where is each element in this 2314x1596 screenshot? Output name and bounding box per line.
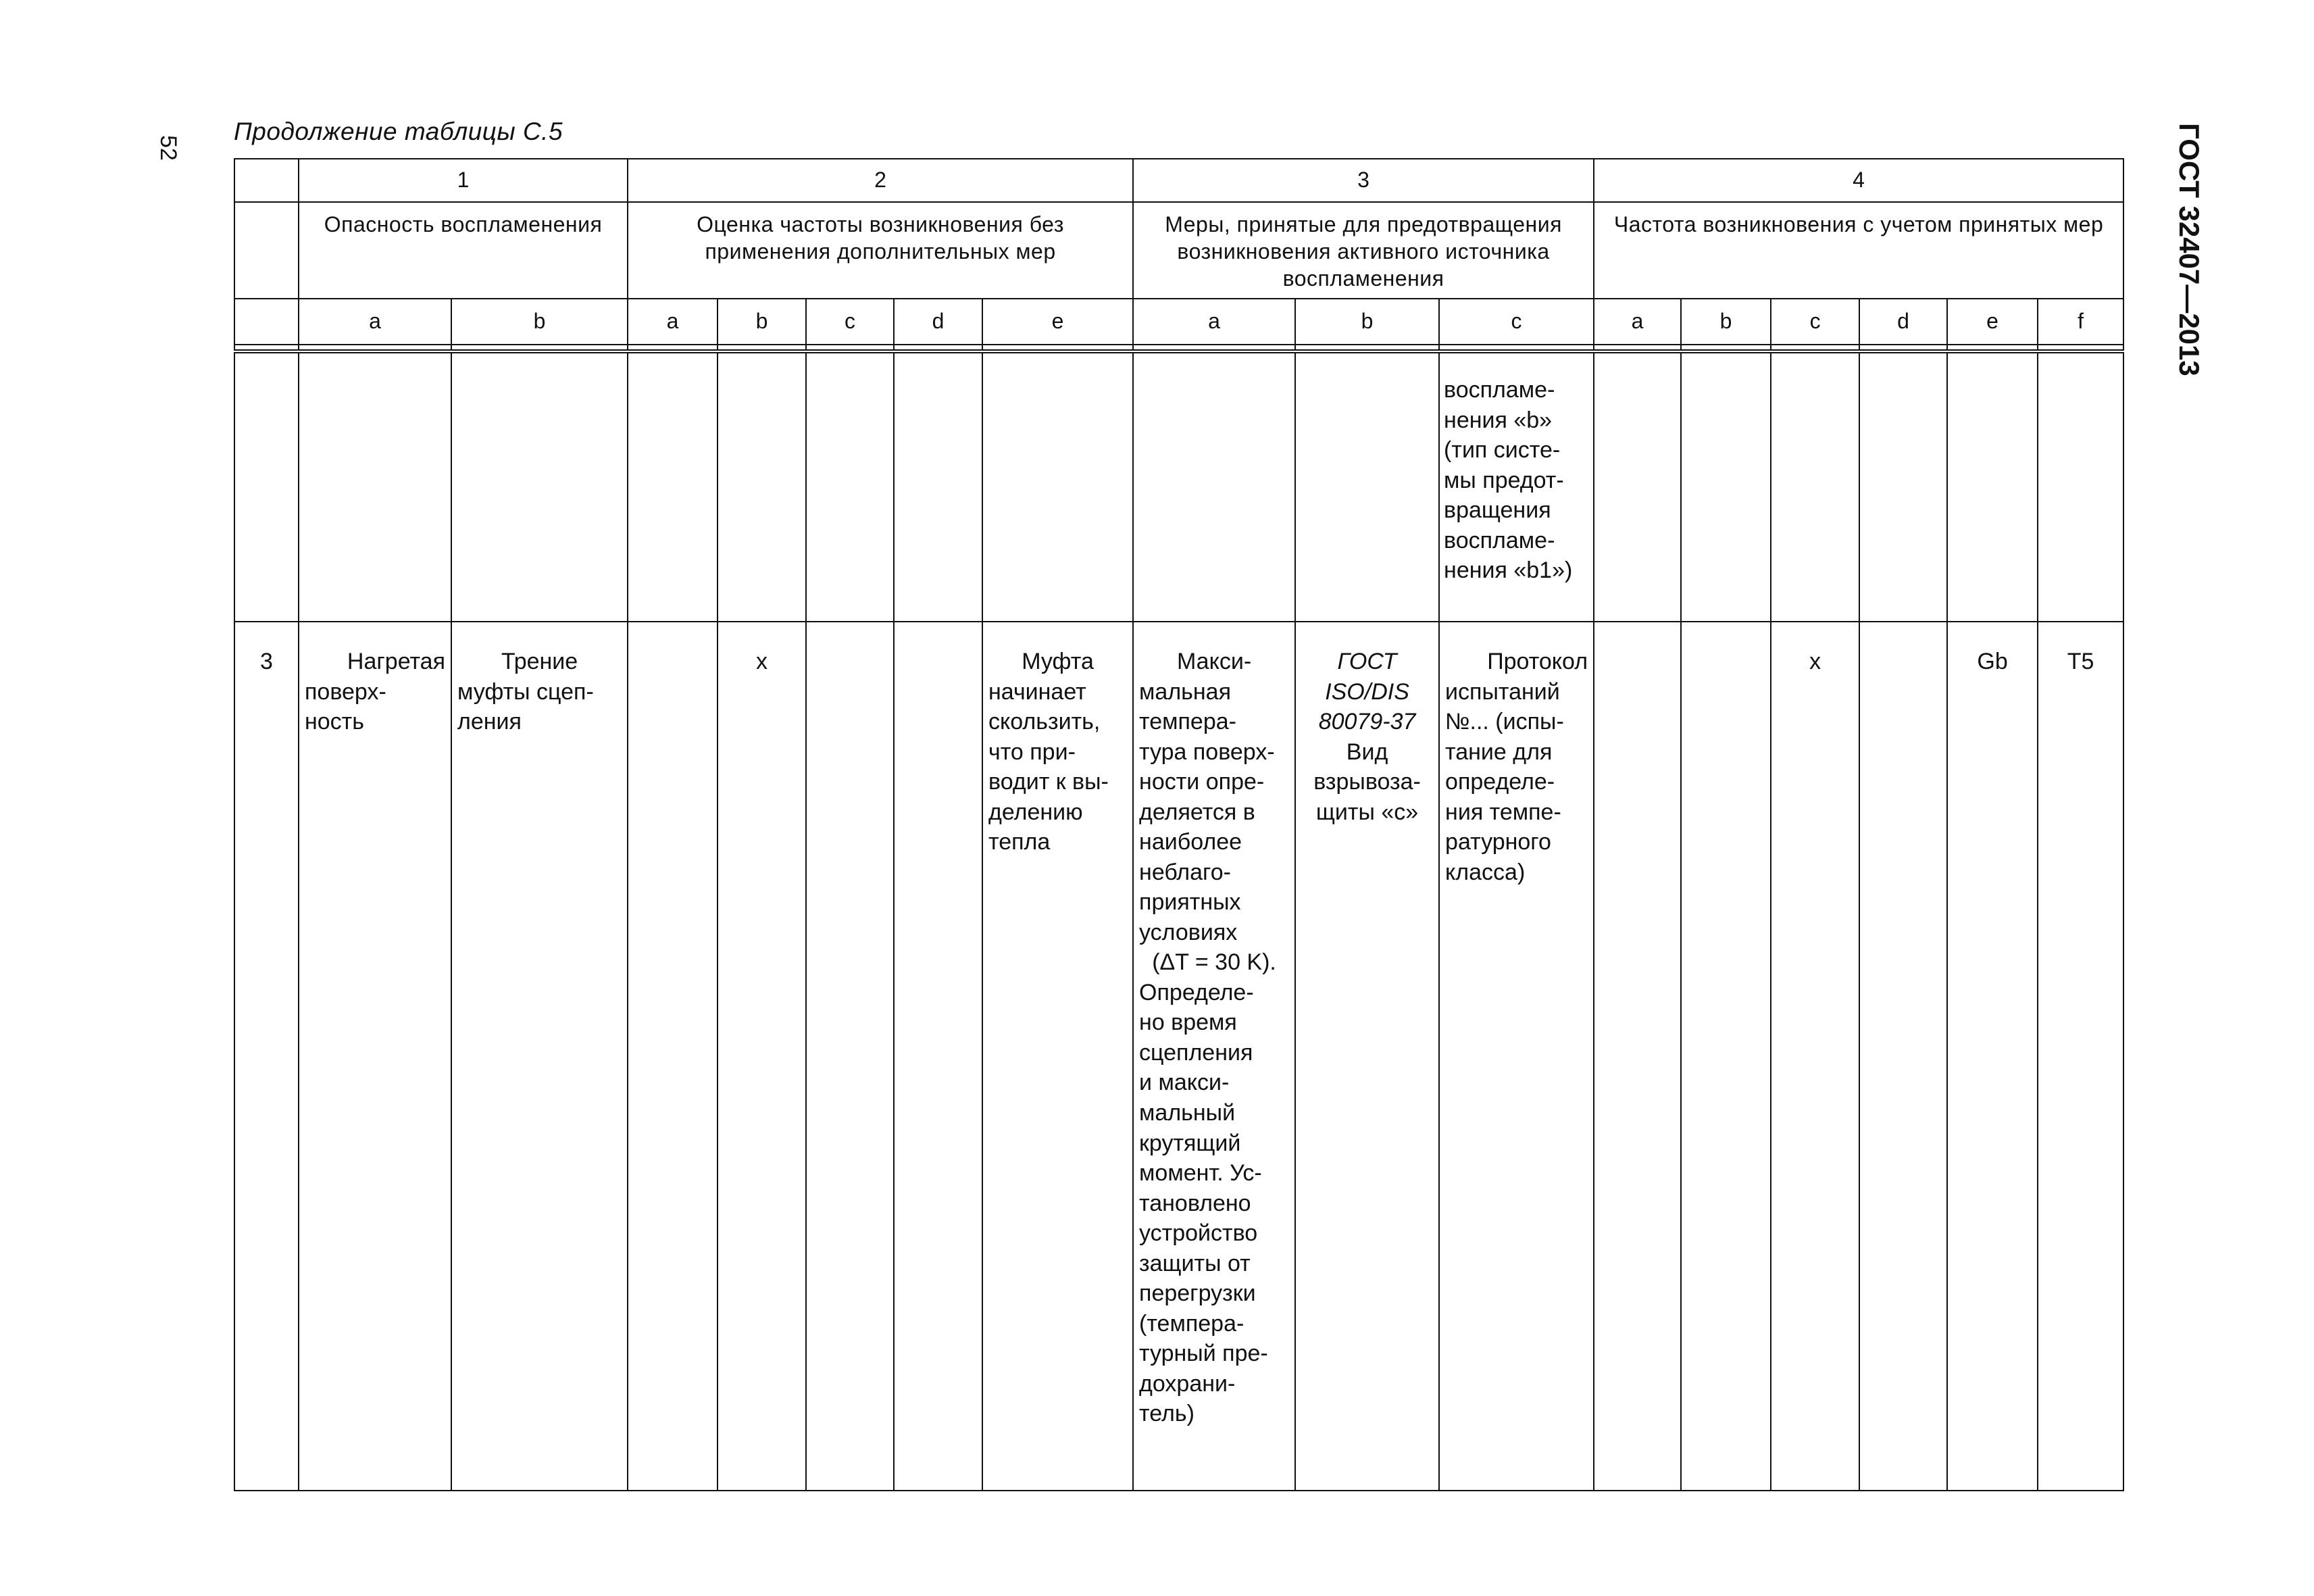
cell-2d (894, 622, 982, 1491)
cell-2e-description: Муфта начинает скользить, что при- водит к вы- делению тепла (982, 622, 1133, 1491)
group-number-1: 1 (299, 159, 628, 202)
cell-4b (1681, 622, 1771, 1491)
hazard-table (234, 158, 2124, 1491)
sub-letter-2d: d (894, 299, 982, 345)
sub-letter-3c: c (1439, 299, 1594, 345)
continuation-cell-3c: воспламе- нения «b» (тип систе- мы предот- вращения воспламе- нения «b1») (1439, 351, 1594, 622)
sub-letter-4e: e (1947, 299, 2038, 345)
sub-letter-2c: c (806, 299, 894, 345)
cell-2a (628, 622, 718, 1491)
sub-letter-1a: a (299, 299, 451, 345)
group-number-2: 2 (628, 159, 1133, 202)
group-title-row (234, 202, 2123, 299)
cell-2b-mark: x (718, 622, 806, 1491)
cell-4d (1859, 622, 1947, 1491)
table-row-3 (234, 622, 2123, 1491)
blank-cell (234, 299, 299, 345)
sub-letter-2b: b (718, 299, 806, 345)
cell-2c (806, 622, 894, 1491)
group-number-4: 4 (1594, 159, 2123, 202)
blank-cell (234, 159, 299, 202)
sub-letter-4b: b (1681, 299, 1771, 345)
group-number-row (234, 159, 2123, 202)
sub-letter-1b: b (451, 299, 628, 345)
sub-letter-4f: f (2038, 299, 2123, 345)
sub-letter-row (234, 299, 2123, 345)
group-title-4: Частота возникновения с учетом принятых мер (1594, 202, 2123, 299)
sub-letter-4a: a (1594, 299, 1681, 345)
group-title-3: Меры, принятые для предотвращения возникновения активного источника воспламенения (1133, 202, 1594, 299)
sub-letter-2e: e (982, 299, 1133, 345)
cell-4e-epl: Gb (1947, 622, 2038, 1491)
standard-code: ГОСТ 32407—2013 (2173, 123, 2205, 376)
sub-letter-2a: a (628, 299, 718, 345)
cell-1b-cause: Трение муфты сцеп- ления (451, 622, 628, 1491)
cell-3a-measures: Макси- мальная темпера- тура поверх- ности опре- деляется в наиболее неблаго- приятных условиях (ΔT = 30 K). Определе- но время сцепления и макси- мальный крутящий момент. Ус- тановлено устройство защиты от перегрузки (темпера- турный пре- дохрани- тель) (1133, 622, 1295, 1491)
cell-3c-protocol: Протокол испытаний №... (испы- тание для определе- ния темпе- ратурного класса) (1439, 622, 1594, 1491)
sub-letter-3a: a (1133, 299, 1295, 345)
sub-letter-4d: d (1859, 299, 1947, 345)
sub-letter-3b: b (1295, 299, 1439, 345)
cell-3b-standard: ГОСТ ISO/DIS 80079-37 Вид взрывоза- щиты «c» (1295, 622, 1439, 1491)
cell-4f-temp-class: T5 (2038, 622, 2123, 1491)
group-title-1: Опасность воспламенения (299, 202, 628, 299)
row-number: 3 (234, 622, 299, 1491)
group-number-3: 3 (1133, 159, 1594, 202)
continuation-row (234, 351, 2123, 622)
cell-4c-mark: x (1771, 622, 1859, 1491)
cell-1a-hazard: Нагретая поверх- ность (299, 622, 451, 1491)
blank-cell (234, 202, 299, 299)
cell-4a (1594, 622, 1681, 1491)
page-number: 52 (155, 135, 181, 161)
group-title-2: Оценка частоты возникновения без применения дополнительных мер (628, 202, 1133, 299)
table-caption: Продолжение таблицы С.5 (234, 118, 563, 145)
sub-letter-4c: c (1771, 299, 1859, 345)
header-separator (234, 345, 2123, 351)
